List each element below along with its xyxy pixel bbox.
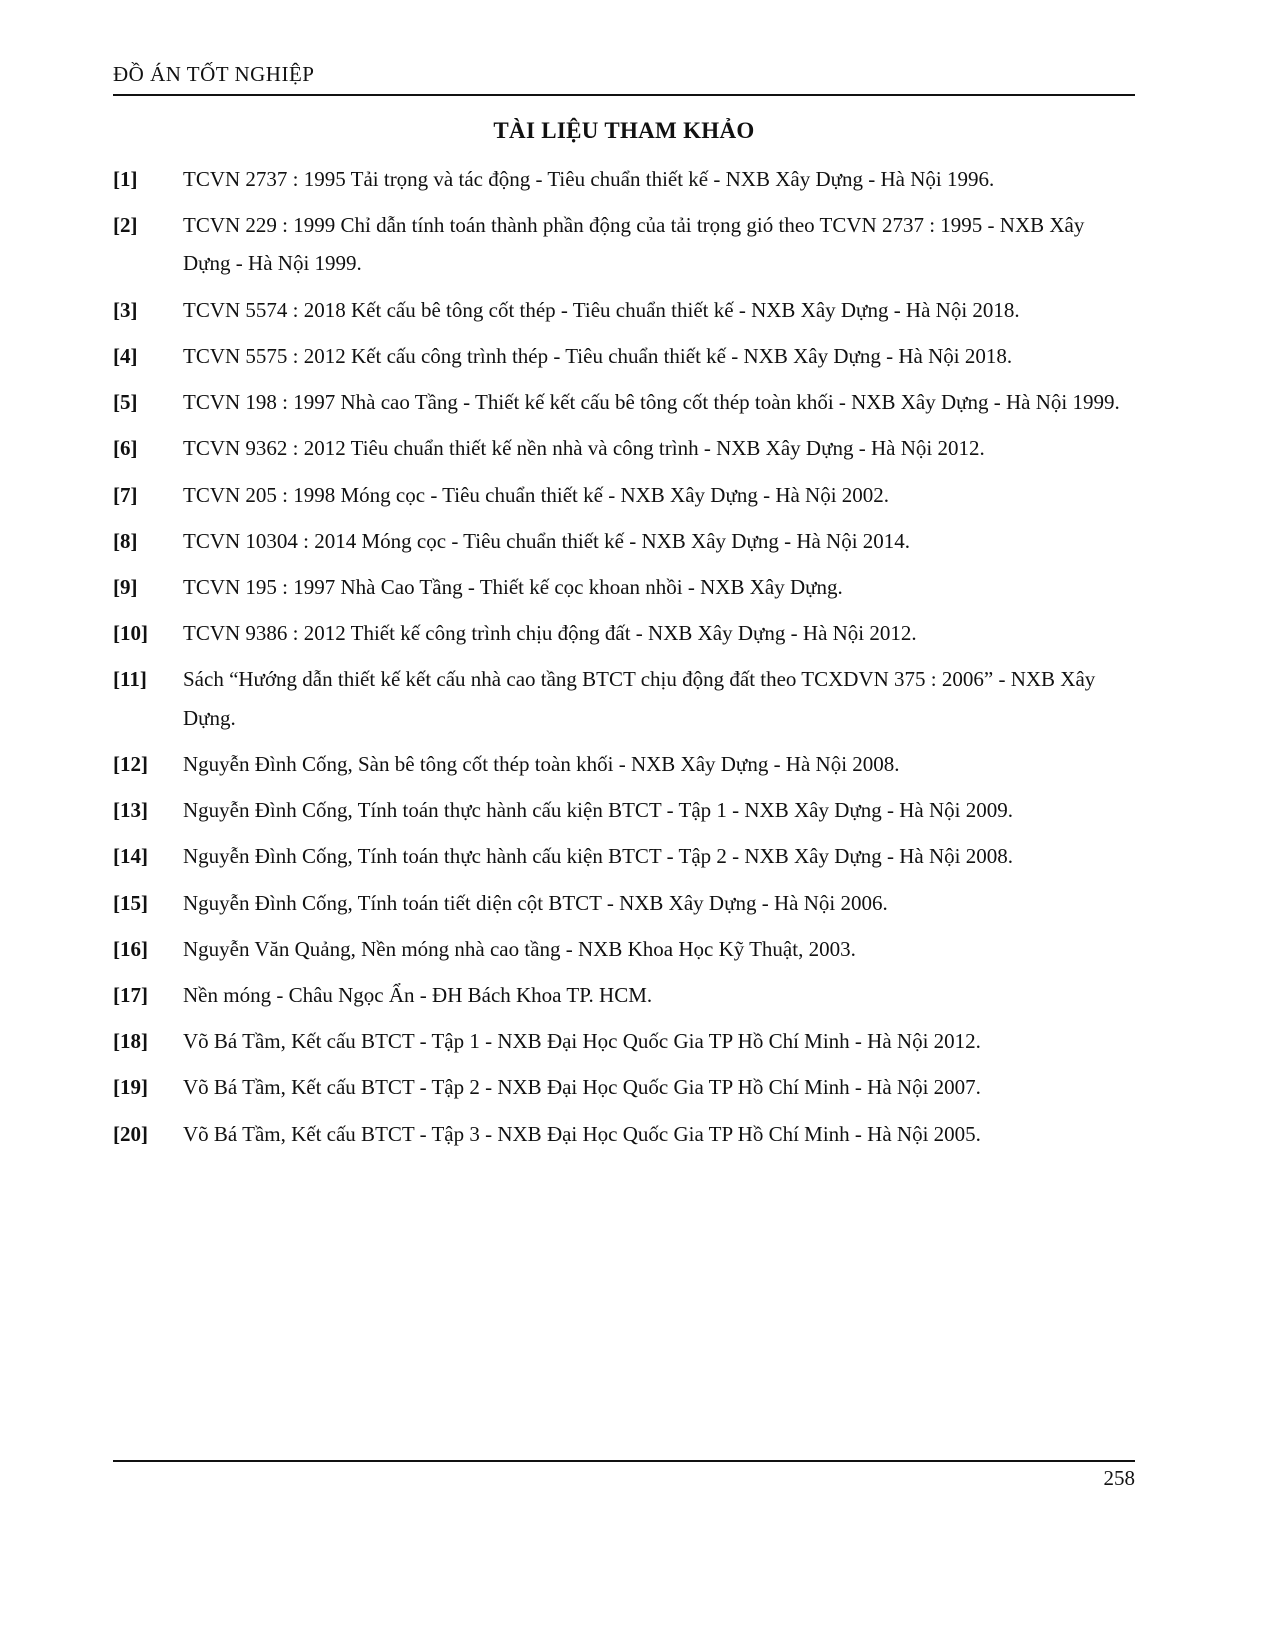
page-footer bbox=[113, 1460, 1135, 1491]
reference-item bbox=[113, 206, 1135, 282]
reference-item bbox=[113, 930, 1135, 968]
reference-item bbox=[113, 522, 1135, 560]
reference-number: [6] bbox=[113, 436, 138, 461]
reference-text: Nguyễn Văn Quảng, Nền móng nhà cao tầng - NXB Khoa Học Kỹ Thuật, 2003. bbox=[183, 936, 856, 961]
reference-text: TCVN 195 : 1997 Nhà Cao Tầng - Thiết kế cọc khoan nhồi - NXB Xây Dựng. bbox=[183, 574, 843, 599]
reference-item bbox=[113, 1068, 1135, 1106]
reference-number: [12] bbox=[113, 751, 148, 776]
reference-item bbox=[113, 614, 1135, 652]
reference-text: TCVN 198 : 1997 Nhà cao Tầng - Thiết kế kết cấu bê tông cốt thép toàn khối - NXB Xây Dựng - Hà Nội 1999. bbox=[183, 390, 1120, 415]
reference-number: [2] bbox=[113, 213, 138, 238]
reference-text: TCVN 5574 : 2018 Kết cấu bê tông cốt thép - Tiêu chuẩn thiết kế - NXB Xây Dựng - Hà Nội 2018. bbox=[183, 297, 1020, 322]
page-title: TÀI LIỆU THAM KHẢO bbox=[493, 118, 755, 143]
reference-text: Nguyễn Đình Cống, Tính toán thực hành cấu kiện BTCT - Tập 2 - NXB Xây Dựng - Hà Nội 2008. bbox=[183, 844, 1013, 869]
reference-number: [15] bbox=[113, 890, 148, 915]
reference-number: [10] bbox=[113, 621, 148, 646]
reference-item bbox=[113, 337, 1135, 375]
reference-text: TCVN 10304 : 2014 Móng cọc - Tiêu chuẩn thiết kế - NXB Xây Dựng - Hà Nội 2014. bbox=[183, 528, 911, 553]
reference-item bbox=[113, 1115, 1135, 1153]
reference-text: Võ Bá Tầm, Kết cấu BTCT - Tập 1 - NXB Đại Học Quốc Gia TP Hồ Chí Minh - Hà Nội 2012. bbox=[183, 1029, 981, 1054]
reference-number: [4] bbox=[113, 343, 138, 368]
reference-number: [5] bbox=[113, 390, 138, 415]
reference-number: [14] bbox=[113, 844, 148, 869]
reference-number: [20] bbox=[113, 1121, 148, 1146]
reference-number: [11] bbox=[113, 667, 147, 692]
reference-text: TCVN 229 : 1999 Chỉ dẫn tính toán thành phần động của tải trọng gió theo TCVN 2737 : 1995 - NXB Xây Dựng - Hà Nội 1999. bbox=[183, 213, 1085, 276]
reference-text: Võ Bá Tầm, Kết cấu BTCT - Tập 2 - NXB Đại Học Quốc Gia TP Hồ Chí Minh - Hà Nội 2007. bbox=[183, 1075, 981, 1100]
reference-number: [3] bbox=[113, 297, 138, 322]
reference-number: [9] bbox=[113, 574, 138, 599]
reference-item bbox=[113, 791, 1135, 829]
reference-item bbox=[113, 1022, 1135, 1060]
reference-number: [1] bbox=[113, 167, 138, 191]
reference-text: Sách “Hướng dẫn thiết kế kết cấu nhà cao tầng BTCT chịu động đất theo TCXDVN 375 : 2006” - NXB Xây Dựng. bbox=[183, 667, 1096, 730]
reference-item bbox=[113, 160, 1135, 198]
reference-item bbox=[113, 568, 1135, 606]
reference-item bbox=[113, 837, 1135, 875]
reference-number: [19] bbox=[113, 1075, 148, 1100]
reference-text: Nền móng - Châu Ngọc Ẩn - ĐH Bách Khoa TP. HCM. bbox=[183, 982, 653, 1007]
reference-text: TCVN 5575 : 2012 Kết cấu công trình thép - Tiêu chuẩn thiết kế - NXB Xây Dựng - Hà Nội 2018. bbox=[183, 343, 1013, 368]
reference-item bbox=[113, 383, 1135, 421]
reference-text: TCVN 9362 : 2012 Tiêu chuẩn thiết kế nền nhà và công trình - NXB Xây Dựng - Hà Nội 2012. bbox=[183, 436, 985, 461]
reference-text: Võ Bá Tầm, Kết cấu BTCT - Tập 3 - NXB Đại Học Quốc Gia TP Hồ Chí Minh - Hà Nội 2005. bbox=[183, 1121, 981, 1146]
reference-number: [17] bbox=[113, 982, 148, 1007]
reference-item bbox=[113, 291, 1135, 329]
reference-text: Nguyễn Đình Cống, Tính toán thực hành cấu kiện BTCT - Tập 1 - NXB Xây Dựng - Hà Nội 2009. bbox=[183, 798, 1013, 823]
reference-text: Nguyễn Đình Cống, Tính toán tiết diện cột BTCT - NXB Xây Dựng - Hà Nội 2006. bbox=[183, 890, 888, 915]
page-header bbox=[113, 62, 1135, 96]
reference-number: [8] bbox=[113, 528, 138, 553]
reference-item bbox=[113, 660, 1135, 736]
reference-item bbox=[113, 976, 1135, 1014]
reference-item bbox=[113, 476, 1135, 514]
reference-item bbox=[113, 429, 1135, 467]
reference-item bbox=[113, 884, 1135, 922]
reference-number: [16] bbox=[113, 936, 148, 961]
reference-number: [13] bbox=[113, 798, 148, 823]
references-list bbox=[113, 160, 1135, 1153]
reference-number: [18] bbox=[113, 1029, 148, 1054]
reference-item bbox=[113, 745, 1135, 783]
header-text: ĐỒ ÁN TỐT NGHIỆP bbox=[113, 62, 315, 86]
reference-text: TCVN 205 : 1998 Móng cọc - Tiêu chuẩn thiết kế - NXB Xây Dựng - Hà Nội 2002. bbox=[183, 482, 890, 507]
reference-text: TCVN 9386 : 2012 Thiết kế công trình chịu động đất - NXB Xây Dựng - Hà Nội 2012. bbox=[183, 621, 917, 646]
page-number: 258 bbox=[1103, 1466, 1135, 1490]
reference-text: Nguyễn Đình Cống, Sàn bê tông cốt thép toàn khối - NXB Xây Dựng - Hà Nội 2008. bbox=[183, 751, 900, 776]
reference-number: [7] bbox=[113, 482, 138, 507]
reference-text: TCVN 2737 : 1995 Tải trọng và tác động - Tiêu chuẩn thiết kế - NXB Xây Dựng - Hà Nội 1996. bbox=[183, 167, 995, 191]
